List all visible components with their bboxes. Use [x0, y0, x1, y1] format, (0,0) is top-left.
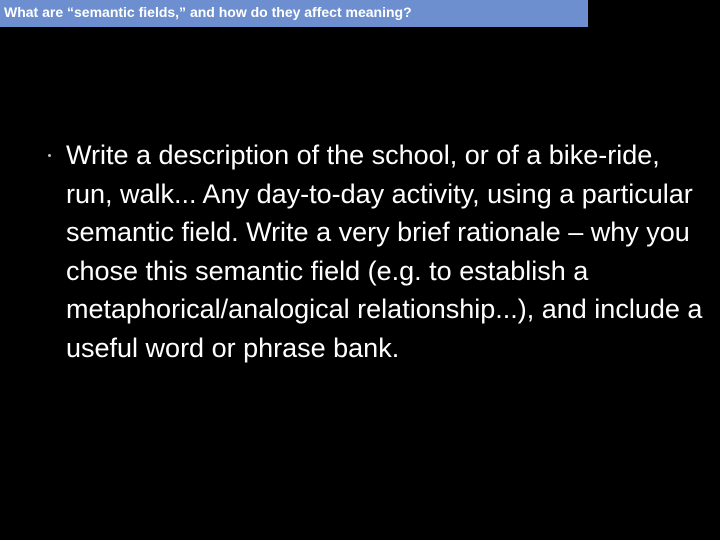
- slide-title: What are “semantic fields,” and how do they affect meaning?: [4, 4, 412, 20]
- bullet-dot-icon: [48, 154, 51, 157]
- bullet-text: Write a description of the school, or of a bike-ride, run, walk... Any day-to-day activity, using a particular semantic field. Write a very brief rationale – why you chose this semantic field (e.g. to establish a metaphorical/analogical relationship...), and include a useful word or phrase bank.: [66, 140, 703, 363]
- title-bar: [0, 0, 588, 27]
